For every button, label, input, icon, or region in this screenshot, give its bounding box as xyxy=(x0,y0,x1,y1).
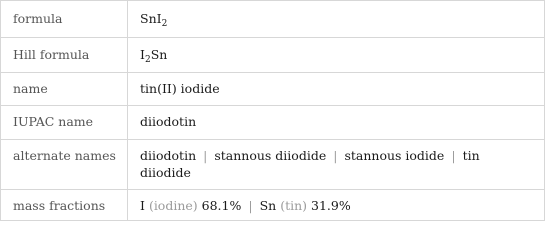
hill-formula-tail: Sn xyxy=(150,47,168,62)
element-name: (tin) xyxy=(280,198,308,213)
table-row xyxy=(1,105,544,139)
hill-formula-subscript: 2 xyxy=(144,55,151,65)
row-label-mass-fractions: mass fractions xyxy=(13,198,106,213)
iupac-name-value: diiodotin xyxy=(140,114,197,129)
table-row xyxy=(1,1,544,37)
formula-subscript: 2 xyxy=(161,19,168,29)
name-value: tin(II) iodide xyxy=(140,81,220,96)
alternate-names-value xyxy=(140,147,480,181)
table-row xyxy=(1,139,544,189)
alternate-name: stannous diiodide xyxy=(214,148,327,163)
element-symbol: Sn xyxy=(259,198,277,213)
hill-formula-value xyxy=(140,47,168,65)
alternate-names-line xyxy=(140,147,480,164)
mass-percent: 31.9% xyxy=(311,198,351,213)
alternate-name: stannous iodide xyxy=(344,148,445,163)
table-row xyxy=(1,37,544,72)
hill-formula-base: I xyxy=(140,47,145,62)
row-label-alternate-names: alternate names xyxy=(13,148,116,163)
table-row xyxy=(1,189,544,221)
alternate-names-wrap: diiodide xyxy=(140,165,191,180)
table-row xyxy=(1,72,544,105)
alternate-name: diiodotin xyxy=(140,148,197,163)
row-label-formula: formula xyxy=(13,11,63,26)
separator: | xyxy=(203,148,208,163)
separator: | xyxy=(451,148,456,163)
row-label-iupac-name: IUPAC name xyxy=(13,114,94,129)
mass-fractions-value xyxy=(140,198,351,213)
formula-base: SnI xyxy=(140,11,162,26)
row-label-hill-formula: Hill formula xyxy=(13,47,90,62)
element-symbol: I xyxy=(140,198,145,213)
element-name: (iodine) xyxy=(148,198,198,213)
row-label-name: name xyxy=(13,81,48,96)
separator: | xyxy=(248,198,253,213)
mass-percent: 68.1% xyxy=(201,198,242,213)
alternate-name: tin xyxy=(462,148,480,163)
formula-value xyxy=(140,11,168,29)
separator: | xyxy=(333,148,338,163)
